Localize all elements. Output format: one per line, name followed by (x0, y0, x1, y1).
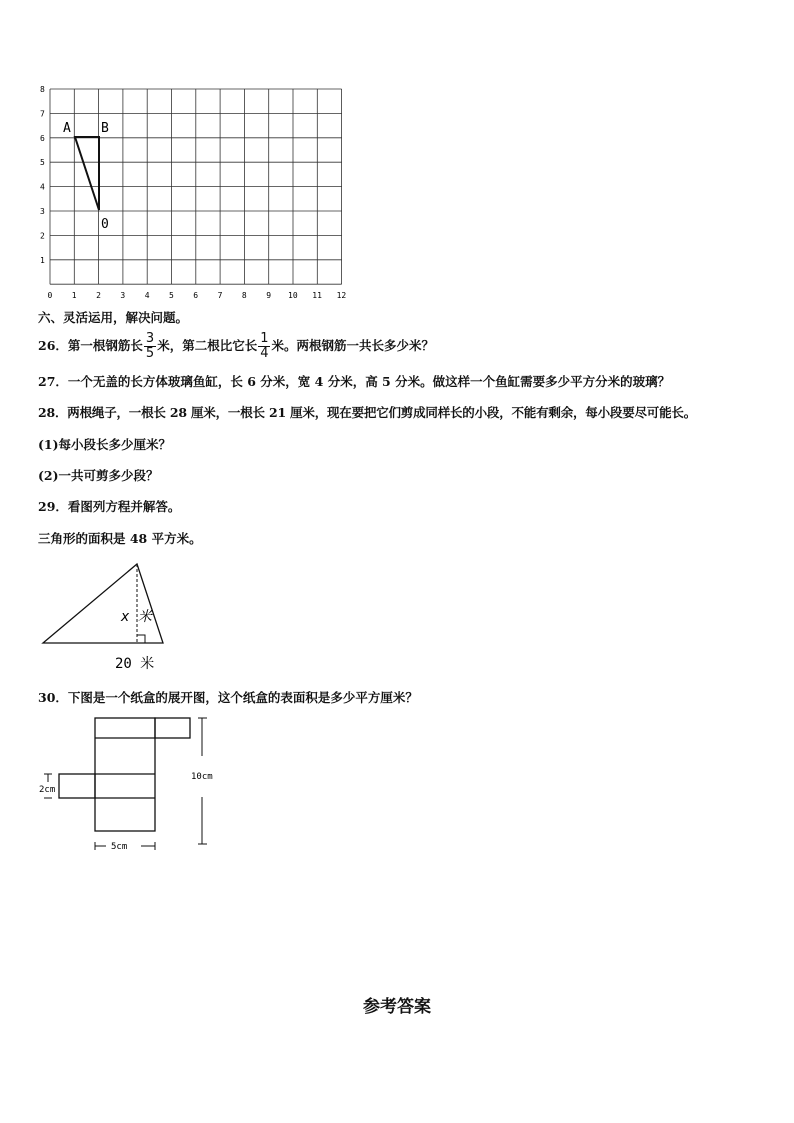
x-tick-label: 12 (336, 291, 347, 301)
dimension-2cm-label: 2cm (39, 785, 56, 795)
grid-tick-labels (40, 85, 346, 300)
dimension-5cm-label: 5cm (111, 842, 128, 852)
fraction-numerator: 3 (145, 331, 155, 346)
question-29: 29．看图列方程并解答。 (38, 499, 181, 514)
answer-key-title: 参考答案 (363, 997, 431, 1017)
y-tick-label: 6 (40, 133, 45, 143)
dimension-10cm-label: 10cm (191, 772, 213, 782)
triangle-shape (43, 564, 163, 643)
q26-text-1: 26．第一根钢筋长 (38, 338, 143, 353)
triangle-figure (35, 558, 185, 676)
triangle-abo (75, 137, 99, 210)
x-tick-label: 11 (312, 291, 322, 301)
question-28-part-2: (2)一共可剪多少段？ (38, 468, 159, 483)
base-label: 20 米 (115, 656, 155, 672)
net-right-flap (155, 718, 190, 738)
question-29-given: 三角形的面积是 48 平方米。 (38, 531, 202, 546)
fraction-numerator: 1 (260, 331, 269, 346)
y-tick-label: 3 (40, 207, 45, 216)
y-tick-label: 7 (40, 109, 45, 119)
point-b-label: B (101, 121, 109, 136)
fraction-denominator: 5 (145, 346, 155, 361)
right-angle-mark (137, 635, 145, 643)
fraction-denominator: 4 (260, 346, 269, 361)
section-6-title: 六、灵活运用，解决问题。 (38, 310, 189, 325)
question-27: 27．一个无盖的长方体玻璃鱼缸，长 6 分米，宽 4 分米，高 5 分米。做这样一个鱼缸需要多少平方分米的玻璃？ (38, 374, 671, 389)
x-tick-label: 10 (288, 291, 298, 301)
x-tick-label: 8 (241, 291, 247, 301)
grid-lines (50, 89, 342, 284)
x-tick-label: 0 (47, 291, 53, 301)
question-28: 28．两根绳子，一根长 28 厘米，一根长 21 厘米，现在要把它们剪成同样长的小段，不能有剩余，每小段要尽可能长。 (38, 405, 696, 420)
fraction-1-4 (258, 332, 270, 361)
q26-text-2: 米，第二根比它长 (157, 338, 258, 353)
question-26 (38, 332, 434, 361)
x-tick-label: 9 (266, 291, 272, 301)
q26-text-3: 米。两根钢筋一共长多少米？ (271, 338, 434, 353)
y-tick-label: 8 (40, 85, 45, 94)
y-tick-label: 2 (40, 231, 45, 241)
x-tick-label: 5 (169, 291, 174, 301)
question-28-part-1: (1)每小段长多少厘米？ (38, 437, 172, 452)
x-tick-label: 2 (96, 291, 101, 301)
question-30: 30．下图是一个纸盒的展开图，这个纸盒的表面积是多少平方厘米？ (38, 690, 418, 705)
point-a-label: A (63, 121, 71, 136)
point-o-label: 0 (101, 217, 109, 232)
x-tick-label: 6 (193, 291, 199, 301)
y-tick-label: 5 (40, 158, 45, 168)
coordinate-grid-figure (30, 80, 370, 305)
box-net-figure (35, 712, 235, 857)
x-tick-label: 4 (144, 291, 150, 301)
x-tick-label: 3 (120, 291, 126, 301)
x-tick-label: 1 (71, 291, 77, 301)
fraction-3-5 (144, 332, 156, 361)
x-tick-label: 7 (217, 291, 223, 301)
height-label: x 米 (121, 609, 152, 625)
net-left-flap (59, 774, 95, 798)
y-tick-label: 4 (40, 182, 45, 192)
y-tick-label: 1 (40, 255, 45, 265)
